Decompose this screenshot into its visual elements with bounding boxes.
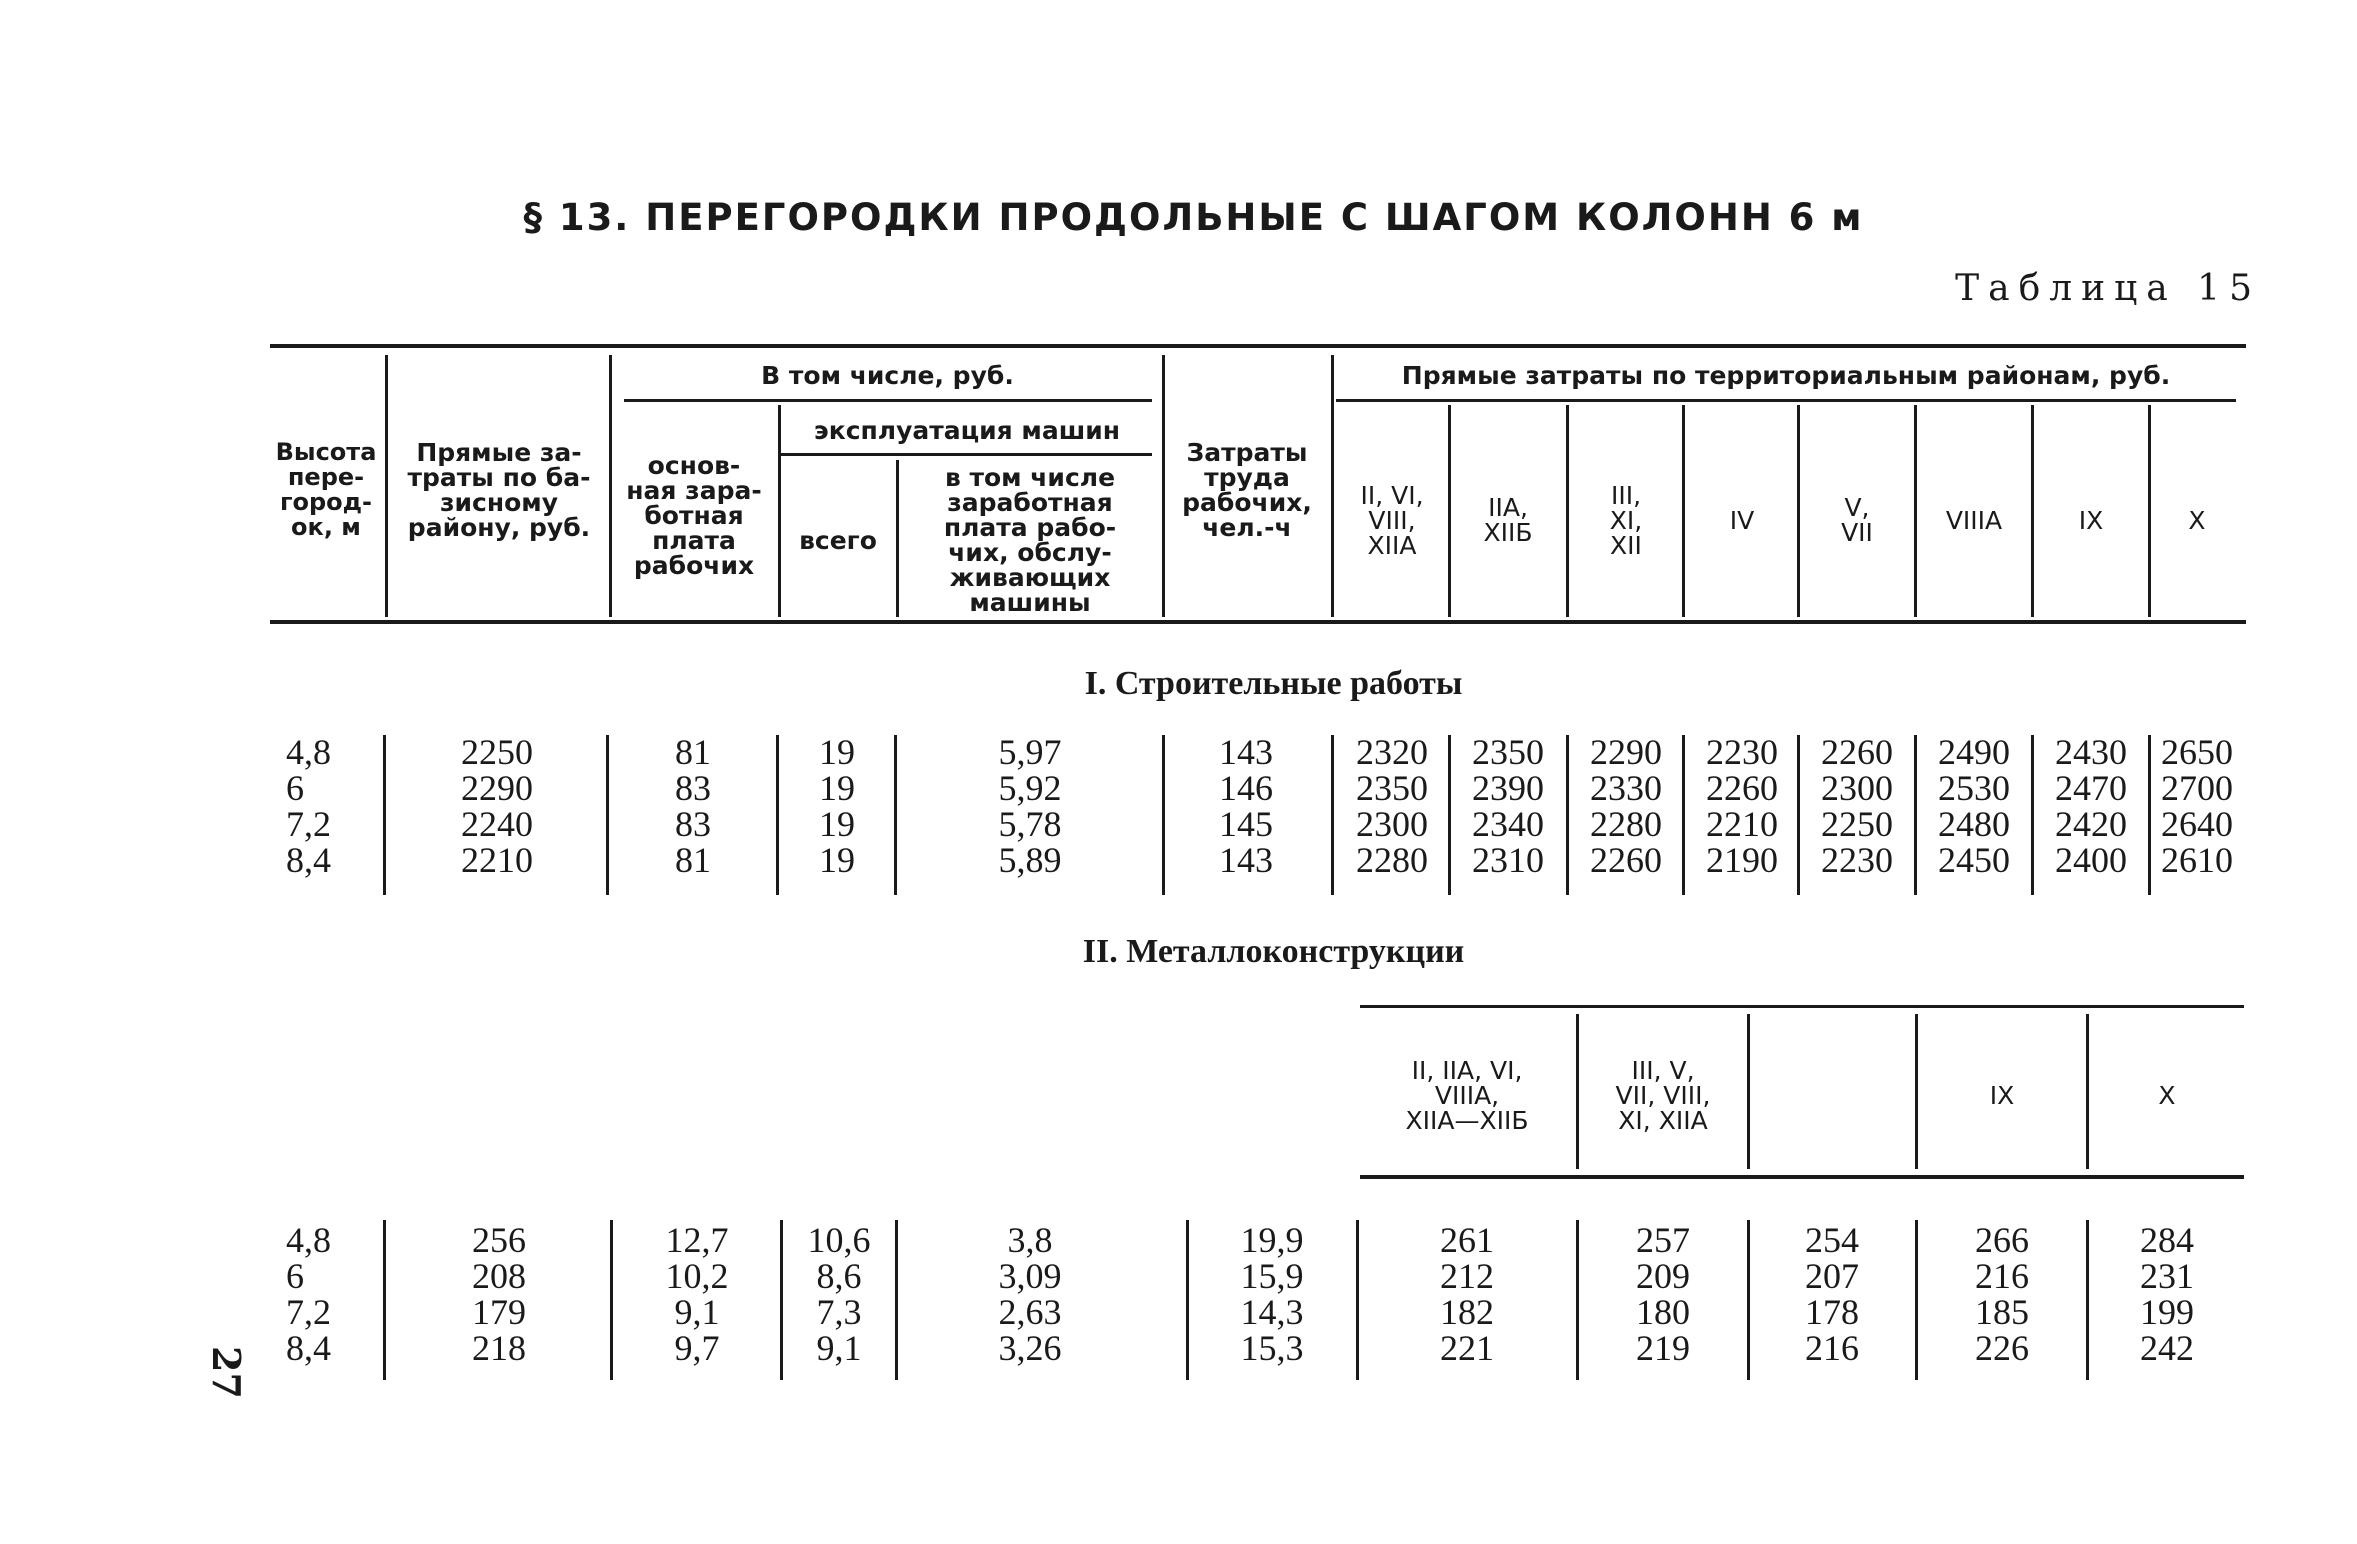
s1-divider xyxy=(1331,735,1334,895)
table-label: Таблица 15 xyxy=(1955,268,2261,309)
hdr-divider xyxy=(1331,355,1334,617)
s1-region-values: 2430 2470 2420 2400 xyxy=(2055,732,2127,880)
s2-labor-values: 19,9 15,9 14,3 15,3 xyxy=(1240,1220,1304,1368)
hdr-divider xyxy=(385,355,388,617)
col-header-base-wage: основ- ная зара- ботная плата рабочих xyxy=(626,450,762,580)
hdr-divider xyxy=(1914,405,1917,617)
hdr-divider xyxy=(1162,355,1165,617)
col-header-total: всего xyxy=(799,525,877,555)
s2-divider xyxy=(1747,1220,1750,1380)
hdr-divider xyxy=(1566,405,1569,617)
s1-divider xyxy=(606,735,609,895)
s1-region-values: 2320 2350 2300 2280 xyxy=(1356,732,1428,880)
machines-rule xyxy=(780,453,1152,456)
s1-divider xyxy=(1682,735,1685,895)
s1-total-values: 19 19 19 19 xyxy=(819,732,855,880)
hdr-divider xyxy=(609,355,612,617)
s1-height-values: 4,8 6 7,2 8,4 xyxy=(286,732,331,880)
col-header-height: Высота пере- город- ок, м xyxy=(275,438,377,541)
s2-divider xyxy=(1576,1220,1579,1380)
s2-base-wage-values: 12,7 10,2 9,1 9,7 xyxy=(665,1220,729,1368)
s1-divider xyxy=(2148,735,2151,895)
s2-region-header: III, V, VII, VIII, XI, XIIA xyxy=(1615,1055,1711,1135)
s2-divider xyxy=(383,1220,386,1380)
s2-region-values: 257 209 180 219 xyxy=(1636,1220,1690,1368)
s1-divider xyxy=(2031,735,2034,895)
s2-hdr-divider xyxy=(1576,1014,1579,1169)
s2-region-values: 261 212 182 221 xyxy=(1440,1220,1494,1368)
region-header: VIIIA xyxy=(1945,505,2003,535)
s1-divider xyxy=(383,735,386,895)
page-number: 27 xyxy=(203,1346,249,1399)
s2-divider xyxy=(780,1220,783,1380)
s1-region-values: 2260 2300 2250 2230 xyxy=(1821,732,1893,880)
s2-hdr-divider xyxy=(1915,1014,1918,1169)
s2-total-values: 10,6 8,6 7,3 9,1 xyxy=(807,1220,871,1368)
s1-region-values: 2350 2390 2340 2310 xyxy=(1472,732,1544,880)
hdr-divider xyxy=(1448,405,1451,617)
s2-divider xyxy=(1915,1220,1918,1380)
s1-divider xyxy=(894,735,897,895)
region-header: IX xyxy=(2078,505,2104,535)
s1-divider xyxy=(1448,735,1451,895)
col-header-machines: эксплуатация машин xyxy=(813,415,1121,445)
section1-title: I. Строительные работы xyxy=(1084,665,1463,702)
hdr-divider xyxy=(2031,405,2034,617)
s2-region-header: II, IIA, VI, VIIIA, XIIA—XIIБ xyxy=(1405,1055,1529,1135)
s2-region-values: 284 231 199 242 xyxy=(2140,1220,2194,1368)
s2-region-header xyxy=(1752,1040,1912,1150)
regions-rule xyxy=(1336,399,2236,402)
region-header: V, VII xyxy=(1841,493,1873,547)
hdr-divider xyxy=(896,460,899,617)
s1-divider xyxy=(1566,735,1569,895)
s2-hdr-divider xyxy=(1747,1014,1750,1169)
region-header: IIA, XIIБ xyxy=(1483,493,1533,547)
region-header: III, XI, XII xyxy=(1609,480,1643,560)
header-top-rule xyxy=(270,344,2246,348)
s1-region-values: 2290 2330 2280 2260 xyxy=(1590,732,1662,880)
col-header-labor: Затраты труда рабочих, чел.-ч xyxy=(1182,438,1312,542)
s2-region-header: X xyxy=(2158,1080,2176,1110)
s2-divider xyxy=(895,1220,898,1380)
col-header-direct-cost: Прямые за- траты по ба- зисному району, руб. xyxy=(407,438,591,542)
hdr-divider xyxy=(778,405,781,617)
col-header-regions: Прямые затраты по территориальным районам, руб. xyxy=(1401,360,2171,390)
s2-header-bottom-rule xyxy=(1360,1175,2244,1179)
s2-direct-cost-values: 256 208 179 218 xyxy=(472,1220,526,1368)
col-header-machine-wage: в том числе заработная плата рабо- чих, обслу- живающих машины xyxy=(943,463,1117,617)
s2-divider xyxy=(610,1220,613,1380)
region-header: X xyxy=(2188,505,2206,535)
hdr-divider xyxy=(2148,405,2151,617)
s1-divider xyxy=(1914,735,1917,895)
s1-region-values: 2650 2700 2640 2610 xyxy=(2161,732,2233,880)
s2-divider xyxy=(1356,1220,1359,1380)
s1-labor-values: 143 146 145 143 xyxy=(1219,732,1273,880)
s1-machine-wage-values: 5,97 5,92 5,78 5,89 xyxy=(998,732,1062,880)
hdr-divider xyxy=(1682,405,1685,617)
s1-divider xyxy=(776,735,779,895)
s1-base-wage-values: 81 83 83 81 xyxy=(675,732,711,880)
s2-hdr-divider xyxy=(2086,1014,2089,1169)
s2-divider xyxy=(1186,1220,1189,1380)
s1-region-values: 2490 2530 2480 2450 xyxy=(1938,732,2010,880)
region-header: II, VI, VIII, XIIA xyxy=(1360,480,1424,560)
s2-machine-wage-values: 3,8 3,09 2,63 3,26 xyxy=(998,1220,1062,1368)
s1-region-values: 2230 2260 2210 2190 xyxy=(1706,732,1778,880)
section2-title: II. Металлоконструкции xyxy=(1082,933,1465,970)
col-header-incl: В том числе, руб. xyxy=(761,360,1014,390)
header-bottom-rule xyxy=(270,620,2246,624)
s1-divider xyxy=(1162,735,1165,895)
s2-region-values: 254 207 178 216 xyxy=(1805,1220,1859,1368)
s2-region-values: 266 216 185 226 xyxy=(1975,1220,2029,1368)
section-title: § 13. ПЕРЕГОРОДКИ ПРОДОЛЬНЫЕ С ШАГОМ КОЛОНН 6 м xyxy=(523,196,1864,239)
s1-direct-cost-values: 2250 2290 2240 2210 xyxy=(461,732,533,880)
s2-divider xyxy=(2086,1220,2089,1380)
region-header: IV xyxy=(1729,505,1755,535)
s2-height-values: 4,8 6 7,2 8,4 xyxy=(286,1220,331,1368)
incl-rule xyxy=(624,399,1152,402)
s2-header-top-rule xyxy=(1360,1005,2244,1008)
s2-region-header: IX xyxy=(1989,1080,2015,1110)
